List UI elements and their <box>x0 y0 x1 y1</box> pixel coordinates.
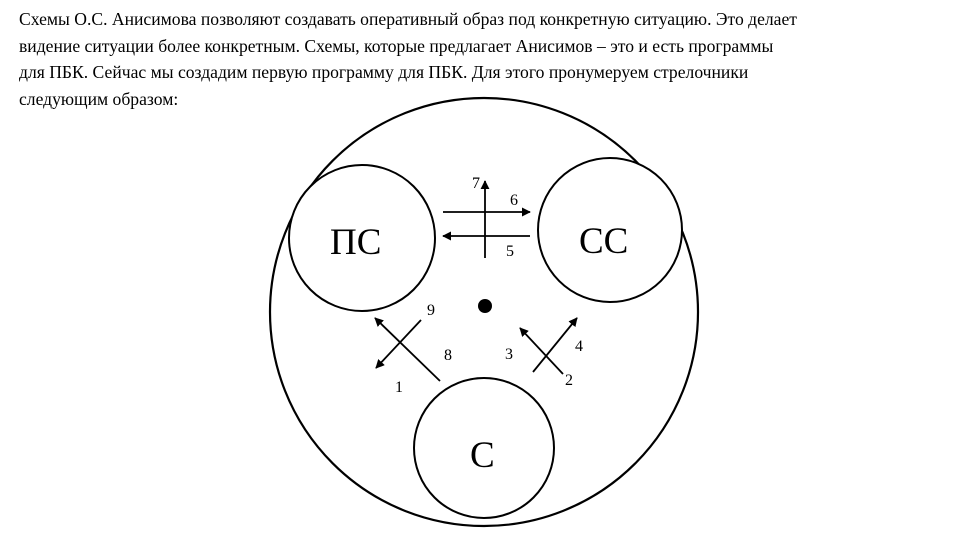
arrow-9 <box>375 318 440 381</box>
number-4: 4 <box>575 338 583 355</box>
ss-label: СС <box>579 221 629 262</box>
number-2: 2 <box>565 372 573 389</box>
intro-line: видение ситуации более конкретным. Схемы, которые предлагает Анисимов – это и есть программы <box>19 35 774 56</box>
number-5: 5 <box>506 243 514 260</box>
center-dot <box>478 299 492 313</box>
number-3: 3 <box>505 346 513 363</box>
arrow-3 <box>520 328 563 374</box>
number-6: 6 <box>510 192 518 209</box>
intro-line: Схемы О.С. Анисимова позволяют создавать оперативный образ под конкретную ситуацию. Это делает <box>19 9 797 29</box>
number-1: 1 <box>395 379 403 396</box>
ps-label: ПС <box>330 222 382 263</box>
arrow-4 <box>533 318 577 372</box>
intro-line: для ПБК. Сейчас мы создадим первую программу для ПБК. Для этого пронумеруем стрелочники <box>19 62 749 82</box>
arrow-1 <box>376 320 421 368</box>
number-7: 7 <box>472 175 480 192</box>
s-label: С <box>470 435 495 476</box>
intro-line: следующим образом: <box>19 88 179 109</box>
number-8: 8 <box>444 347 452 364</box>
number-9: 9 <box>427 302 435 319</box>
